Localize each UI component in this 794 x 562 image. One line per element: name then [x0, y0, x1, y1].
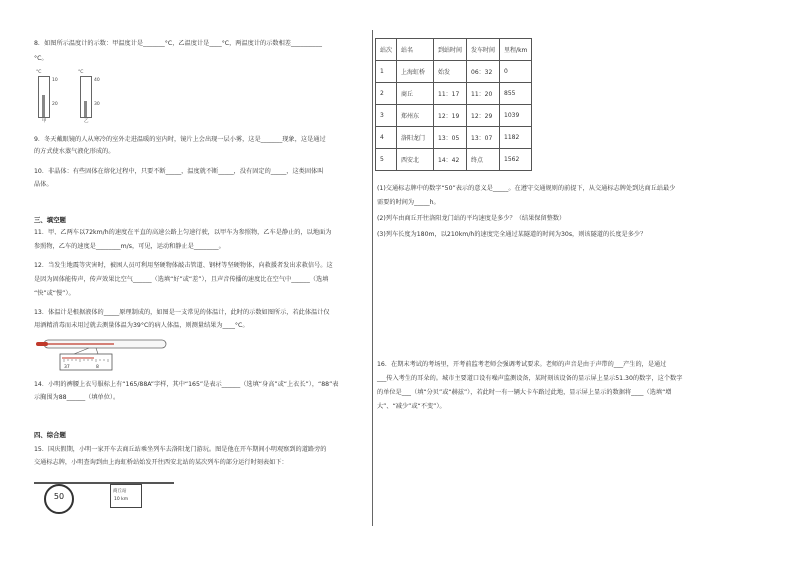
table-cell: 1: [376, 61, 397, 83]
table-cell: 2: [376, 83, 397, 105]
q8-line2: °C。: [34, 55, 48, 62]
table-cell: 商丘: [397, 83, 434, 105]
clinical-thermometer-figure: [34, 337, 169, 373]
thermometer-a: [38, 76, 50, 118]
q16-line2: ___传入考生的耳朵的。城市主要道口设有噪声监测设备，某时刻该设备的显示屏上显示51.30的数字，这个数字: [377, 375, 683, 382]
thermo-b-caption: 乙: [84, 119, 89, 124]
table-header-row: [376, 39, 532, 61]
table-cell: 3: [376, 105, 397, 127]
thermo-b-tick-1: 40: [94, 78, 100, 83]
table-cell: 始发: [434, 61, 467, 83]
q9-line1: 9．冬天戴眼镜的人从寒冷的室外走进温暖的室内时，镜片上会出现一层小雾，这是_______现象，这是通过: [34, 136, 326, 143]
q11-line2: 参照物，乙车的速度是________m/s，可见，运动和静止是________。: [34, 243, 225, 250]
table-header: 站次: [376, 39, 397, 61]
section-3-heading: 三、填空题: [34, 216, 66, 224]
table-row: [376, 127, 532, 149]
table-cell: 13：07: [467, 127, 500, 149]
table-row: [376, 83, 532, 105]
q10-line1: 10．非晶体：有些固体在熔化过程中，只要不断_____，温度就不断_____，没有固定的_____，这类固体叫: [34, 168, 324, 175]
table-header: 里程/km: [500, 39, 532, 61]
table-cell: 1562: [500, 149, 532, 171]
table-cell: 西安北: [397, 149, 434, 171]
table-cell: 06：32: [467, 61, 500, 83]
thermometer-b: [80, 76, 92, 118]
thermometer-figure: [36, 70, 106, 122]
q10-line2: 晶体。: [34, 181, 53, 188]
q12-line1: 12．当发生地震等灾害时，被困人员可利用坚硬物体敲击管道、钢材等坚硬物体，向救援者发出求救信号。这: [34, 262, 333, 269]
table-cell: 1039: [500, 105, 532, 127]
table-cell: 4: [376, 127, 397, 149]
table-cell: 11：17: [434, 83, 467, 105]
table-cell: 5: [376, 149, 397, 171]
table-cell: 14：42: [434, 149, 467, 171]
table-cell: 上海虹桥: [397, 61, 434, 83]
table-row: [376, 61, 532, 83]
q16-line3: 的单位是___（填“分贝”或“赫兹”），若此时一有一辆大卡车路过此地，显示屏上显示的数据将____（选填“增: [377, 389, 672, 396]
q12-line3: “快”或“慢”）。: [34, 290, 75, 297]
q14-line1: 14．小明的裤腰上衣号服标上有“165/88A”字样，其中“165”是表示______（选填“身高”或“上衣长”），“88”表: [34, 381, 339, 388]
table-header: 到站时间: [434, 39, 467, 61]
q14-line2: 示胸围为88______（填单位）。: [34, 394, 120, 401]
q13-line1: 13．体温计是根据液体的_____原理制成的，如图是一支常见的体温计，此时的示数如图所示，若此体温计仅: [34, 309, 330, 316]
table-cell: 11：20: [467, 83, 500, 105]
table-row: [376, 105, 532, 127]
thermometer-scale-left: 37: [64, 365, 70, 370]
table-cell: 0: [500, 61, 532, 83]
thermometer-scale-right: 8: [96, 365, 99, 370]
q16-line4: 大”、“减少”或“不变”）。: [377, 403, 446, 410]
q15-line1: 15．国庆假期，小明一家开车去商丘站乘坐列车去洛阳龙门游玩。图是他在开车期间小明观察到的道路旁的: [34, 446, 327, 453]
table-cell: 郑州东: [397, 105, 434, 127]
table-cell: 洛阳龙门: [397, 127, 434, 149]
traffic-sign-figure: [34, 476, 174, 516]
thermo-a-unit: °C: [36, 70, 42, 75]
section-4-heading: 四、综合题: [34, 431, 66, 439]
sign-text-station: 商丘站: [113, 489, 127, 494]
table-cell: 终点: [467, 149, 500, 171]
thermo-b-tick-2: 30: [94, 102, 100, 107]
thermo-a-tick-2: 20: [52, 102, 58, 107]
sign-text-distance: 10 km: [114, 497, 129, 502]
q9-line2: 的方式使水蒸气液化形成的。: [34, 148, 115, 155]
table-cell: 13：05: [434, 127, 467, 149]
q15-line2: 交通标志牌，小明查询到由上海虹桥站始发开往西安北站的某次列车的部分运行时刻表如下：: [34, 459, 288, 466]
q15-sub1-line1: (1)交通标志牌中的数字“50”表示的意义是_____。在遵守交通规则的前提下，从交通标志牌处到达商丘站最少: [377, 185, 676, 192]
q16-line1: 16．在期末考试的考场里，开考前监考老师会强调考试要求。老师的声音是由于声带的___产生的，是通过: [377, 361, 667, 368]
table-cell: 1182: [500, 127, 532, 149]
q13-line2: 用酒精消毒而未用过就去测量体温为39°C的病人体温，则测量结果为____°C。: [34, 322, 249, 329]
table-header: 发车时间: [467, 39, 500, 61]
train-schedule-table: [375, 38, 532, 171]
thermo-b-unit: °C: [78, 70, 84, 75]
speed-limit-value: 50: [53, 492, 65, 501]
thermo-a-caption: 甲: [42, 119, 47, 124]
q12-line2: 是因为固体能传声，传声效果比空气______（选填“好”或“差”），且声音传播的速度比在空气中______（选填: [34, 276, 329, 283]
table-cell: 12：19: [434, 105, 467, 127]
column-divider: [372, 30, 373, 526]
thermo-a-tick-1: 10: [52, 78, 58, 83]
table-cell: 855: [500, 83, 532, 105]
q11-line1: 11．甲、乙两车以72km/h的速度在平直的高速公路上匀速行驶，以甲车为参照物，乙车是静止的，以地面为: [34, 229, 332, 236]
q15-sub2: (2)列车由商丘开往洛阳龙门站的平均速度是多少？（结果保留整数）: [377, 215, 566, 222]
table-cell: 12：29: [467, 105, 500, 127]
table-row: [376, 149, 532, 171]
q8-line1: 8．如图所示温度计的示数：甲温度计是_______°C，乙温度计是____°C，两温度计的示数相差__________: [34, 40, 322, 47]
table-header: 站名: [397, 39, 434, 61]
q15-sub3: (3)列车长度为180m，以210km/h的速度完全通过某隧道的时间为30s，则该隧道的长度是多少？: [377, 231, 647, 238]
q15-sub1-line2: 需要的时间为_____h。: [377, 199, 440, 206]
